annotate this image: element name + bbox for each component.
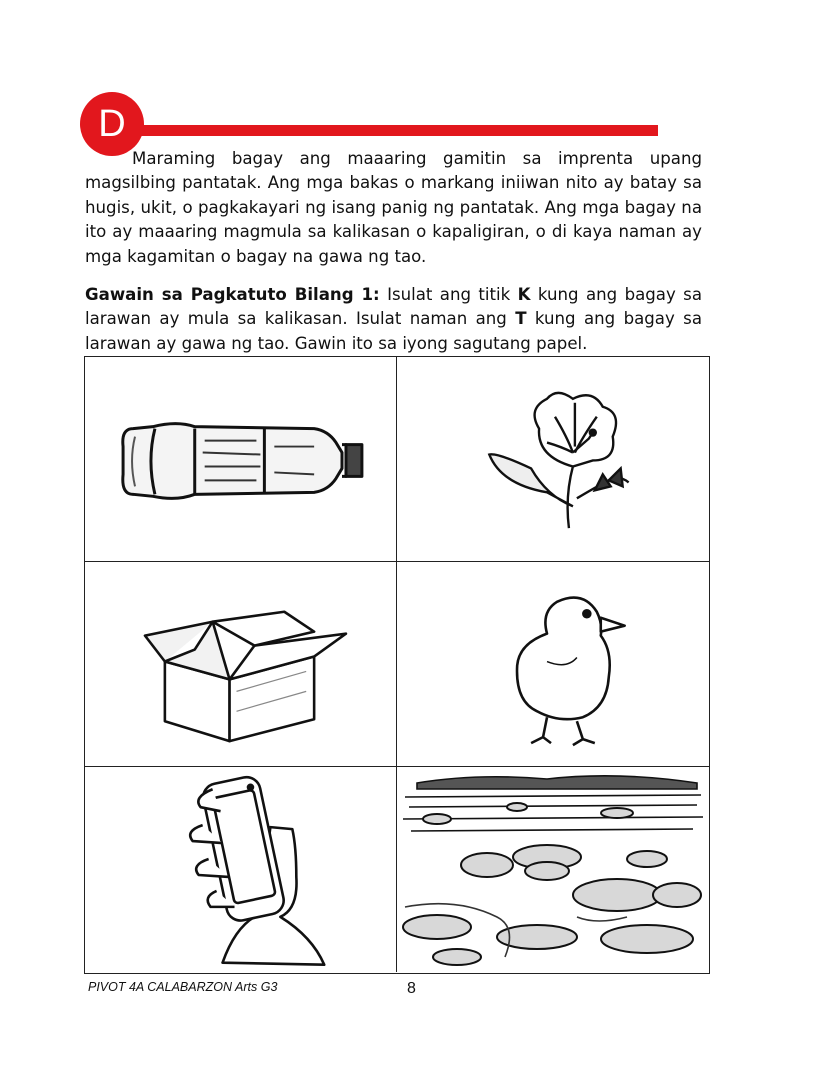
page-number: 8 (407, 980, 416, 997)
hand-holding-phone-icon (85, 767, 396, 972)
section-letter: D (98, 102, 126, 145)
letter-k: K (517, 285, 531, 304)
cardboard-box-icon (85, 562, 396, 766)
section-title-bar (140, 125, 658, 136)
picture-cell-phone (85, 767, 397, 972)
hibiscus-flower-icon (397, 357, 709, 561)
rocky-shore-icon (397, 767, 709, 972)
picture-cell-box (85, 562, 397, 767)
picture-cell-chick (397, 562, 709, 767)
activity-title: Gawain sa Pagkatuto Bilang 1: (85, 285, 380, 304)
intro-paragraph: Maraming bagay ang maaaring gamitin sa imprenta upang magsilbing pantatak. Ang mga bakas o markang iniiwan nito ay batay sa hugis, ukit, o pagkakayari ng isang panig ng pantatak. Ang mga bagay na ito ay maaaring magmula sa kalikasan o kapaligiran, o di kaya naman ay mga kagamitan o bagay na gawa ng tao. (85, 149, 702, 266)
picture-cell-bottle (85, 357, 397, 562)
picture-cell-shore (397, 767, 709, 972)
picture-grid (84, 356, 710, 974)
plastic-bottle-icon (85, 357, 396, 561)
activity-instructions: Gawain sa Pagkatuto Bilang 1: Isulat ang titik K kung ang bagay sa larawan ay mula sa kalikasan. Isulat naman ang T kung ang bagay sa larawan ay gawa ng tao. Gawin ito sa iyong sagutang papel. (85, 285, 702, 353)
picture-cell-flower (397, 357, 709, 562)
footer-source: PIVOT 4A CALABARZON Arts G3 (88, 980, 278, 994)
chick-icon (397, 562, 709, 766)
letter-t: T (515, 309, 527, 329)
